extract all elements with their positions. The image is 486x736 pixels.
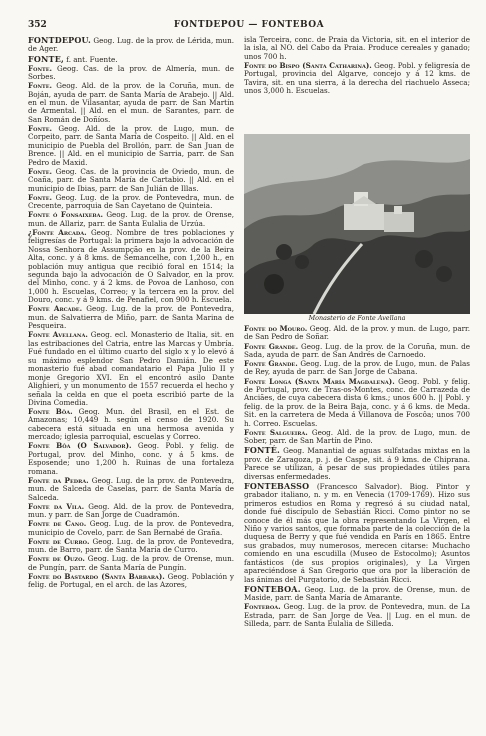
dictionary-entry bbox=[28, 82, 234, 124]
entry-definition: (Francesco Salvador). Biog. Pintor y grabador italiano, n. y m. en Venecia (1709-1769). Hizo sus primeros estudios en Roma y regresó á su ciudad natal, donde fué discípulo de Sebastián Ricci. Como pintor no se conoce de él más que la obra representando La Virgen, el Niño y varios santos, que formaba parte de la colección de la duquesa de Berry y que fué vendida en París en 1865. Entre sus grabados, muy numerosos, merecen citarse: Muchacho comiendo en una escudilla (Museo de Estocolmo); Asuntos fantásticos (de sus propios originales), y La Virgen apareciéndose á San Gregorio que ora por la liberación de las ánimas del Purgatorio, de Sebastián Ricci. bbox=[244, 481, 470, 584]
dictionary-entry bbox=[28, 65, 234, 82]
dictionary-entry bbox=[244, 343, 470, 360]
entry-definition: Geog. Lug. de la prov. de Pontevedra, municipio de Covelo, parr. de San Bernabé de Graña. bbox=[28, 519, 234, 537]
entry-definition: Geog. Pobl. y felig. de Portugal, prov. del Minho, conc. y á 5 kms. de Esposende; uno 1,200 h. Ruinas de una fortaleza romana. bbox=[28, 441, 234, 476]
page-running-title: FONTDEPOU — FONTEBOA bbox=[173, 20, 325, 30]
entry-headword: Fonte do Mouro. bbox=[244, 324, 308, 333]
entry-definition: Geog. Lug. de la prov. de Pontevedra, mun. de La Estrada, parr. de San Jorge de Vea. || Lug. en el mun. de Silleda, parr. de Santa Eulalia de Silleda. bbox=[244, 602, 470, 629]
entry-headword: ¿Fonte Arcada. bbox=[28, 227, 87, 237]
right-column-bottom bbox=[244, 325, 470, 629]
entry-headword: Fonte. bbox=[28, 192, 53, 202]
entry-definition: Geog. Lug. de la prov. de Orense, mun. de Pungín, parr. de Santa María de Pungín. bbox=[28, 554, 235, 572]
entry-definition: Geog. Lug. de la prov. de Orense, mun. de Maside, parr. de Santa María de Amarante. bbox=[244, 584, 470, 603]
entry-definition: Geog. Ald. de la prov. y mun. de Lugo, parr. de San Pedro de Soñar. bbox=[244, 324, 470, 342]
entry-headword: Fonte de Curro. bbox=[28, 536, 90, 546]
entry-definition: Geog. Pobl. y felig. de Portugal, prov. de Tras-os-Montes, conc. de Carrazeda de Anciães, de cuya cabecera dista 6 kms.; unos 600 h. || Pobl. y felig. de la prov. de la Beira Baja, conc. y á 6 kms. de Meda. Sit. en la carretera de Meda á Villanova de Foscôa; unos 700 h. Correo. Escuelas. bbox=[244, 376, 470, 428]
figure-caption: Monasterio de Fonte Avellana bbox=[308, 314, 406, 322]
dictionary-entry bbox=[244, 429, 470, 446]
entry-definition: Geog. Cas. de la provincia de Oviedo, mun. de Coaña, parr. de Santa María de Cartabio. || Ald. en el municipio de Ibias, parr. de San Julián de Illas. bbox=[28, 166, 234, 193]
monastery-photo-illustration bbox=[244, 134, 470, 314]
dictionary-entry bbox=[28, 229, 234, 305]
entry-headword: FONTEBOA. bbox=[244, 583, 301, 594]
entry-headword: Fonte. bbox=[28, 81, 53, 91]
entry-definition: Geog. Manantial de aguas sulfatadas mixtas en la prov. de Zaragoza, p. j. de Caspe, sit. á 9 kms. de Chiprana. Parece se utilizan, á pesar de sus propiedades útiles para diversas enfermedades. bbox=[244, 446, 470, 481]
dictionary-entry bbox=[244, 36, 470, 61]
entry-definition: Geog. Ald. de la prov. de Pontevedra, mun. y parr. de San Jorge de Cuadramón. bbox=[28, 501, 235, 520]
right-column-top bbox=[244, 36, 470, 96]
dictionary-entry bbox=[28, 36, 234, 54]
dictionary-entry bbox=[28, 331, 234, 407]
entry-definition: Geog. Lug. de la prov. de Pontevedra, mun. de Crecente, parroquia de San Cayetano de Quinteia. bbox=[28, 192, 234, 211]
dictionary-entry bbox=[244, 378, 470, 429]
dictionary-entry bbox=[28, 211, 234, 228]
dictionary-entry bbox=[28, 194, 234, 211]
entry-headword: Fonte. bbox=[28, 123, 53, 133]
entry-definition: Geog. Lug. de la prov. de Lugo, mun. de Palas de Rey, ayuda de parr. de San Jorge de Cabana. bbox=[244, 359, 470, 377]
dictionary-entry bbox=[244, 325, 470, 342]
entry-headword: Fonte. bbox=[28, 63, 53, 73]
page-number: 352 bbox=[28, 20, 47, 30]
entry-definition: Geog. Nombre de tres poblaciones y feligresías de Portugal: la primera bajo la advocación de Nossa Senhora de Assumpção en la prov. de la Beira Alta, conc. y á 8 kms. de Semancelhe, con 1,200 h., en población muy antigua que recibió foral en 1514; la segunda bajo la advocación de O Salvador, en la prov. del Minho, conc. y á 2 kms. de Povoa de Lanhoso, con 1,000 h. Escuelas, Correo; y la tercera en la prov. del Douro, conc. y á 9 kms. de Penafiel, con 900 h. Escuela. bbox=[28, 227, 234, 305]
entry-headword: Fonte da Vila. bbox=[28, 501, 85, 511]
entry-headword: Fonte. bbox=[28, 166, 53, 176]
entry-definition: Geog. ecl. Monasterio de Italia, sit. en las estribaciones del Catria, entre las Marcas y Umbría. Fué fundado en el último cuarto del siglo x y lo elevó á su máximo esplendor San Pedro Damián. De este monasterio fué abad comandatario el Papa Julio II y monje Gregorio XVI. En el encontró asilo Dante Alighieri, y un monumento de 1557 recuerda el hecho y señala la celda en que el poeta escribió parte de la Divina Comedia. bbox=[28, 330, 234, 407]
entry-definition: Geog. Ald. de la prov. de Lugo, mun. de Sober, parr. de San Martín de Pino. bbox=[244, 427, 471, 446]
entry-definition: f. ant. Fuente. bbox=[64, 54, 118, 64]
entry-headword: Fonte da Pedra. bbox=[28, 475, 89, 485]
entry-headword: FONTDEPOU. bbox=[28, 35, 91, 45]
entry-headword: Fonte Avellana. bbox=[28, 330, 88, 340]
entry-headword: Fonte ó Fonsaixeba. bbox=[28, 210, 104, 220]
entry-headword: Fonte do Bastardo (Santa Bárbara). bbox=[28, 571, 165, 581]
entry-definition: Geog. Población y felig. de Portugal, en el arch. de las Azores, bbox=[28, 571, 234, 590]
entry-headword: Fonteboa. bbox=[244, 602, 281, 612]
entry-definition: Geog. Lug. de la prov. de Orense, mun. de Allariz, parr. de Santa Eulalia de Urzúa. bbox=[28, 210, 234, 228]
dictionary-entry bbox=[28, 477, 234, 502]
page-header bbox=[28, 20, 470, 34]
entry-headword: FONTÉ. bbox=[244, 445, 280, 456]
entry-headword: Fonte Bôa. bbox=[28, 407, 73, 417]
entry-definition: Geog. Pobl. y feligresía de Portugal, provincia del Algarve, concejo y á 12 kms. de Tavira, sit. en una sierra, á la derecha del riachuelo Asseca; unos 3,000 h. Escuelas. bbox=[244, 60, 470, 96]
dictionary-entry bbox=[28, 305, 234, 330]
dictionary-entry bbox=[28, 125, 234, 167]
dictionary-entry bbox=[28, 503, 234, 520]
entry-headword: FONTEBASSO bbox=[244, 480, 310, 491]
dictionary-entry bbox=[28, 538, 234, 555]
dictionary-entry bbox=[28, 442, 234, 476]
entry-headword: Fonte de Cano. bbox=[28, 519, 87, 529]
entry-definition: Geog. Lug. de la prov. de Pontevedra, mun. de Salvatierra de Miño, parr. de Santa Marina de Pesqueira. bbox=[28, 304, 234, 331]
dictionary-entry bbox=[28, 168, 234, 193]
dictionary-entry bbox=[244, 482, 470, 584]
entry-definition: Geog. Ald. de la prov. de la Coruña, mun. de Boján, ayuda de parr. de Santa María de Arabejo. || Ald. en el mun. de Vilasantar, ayuda de parr. de San Martín de Armental. || Ald. en el mun. de Sarantes, parr. de San Román de Doñíos. bbox=[28, 81, 234, 124]
entry-headword: Fonte Grande. bbox=[244, 359, 298, 368]
left-column bbox=[28, 36, 234, 590]
dictionary-entry bbox=[28, 55, 234, 64]
dictionary-entry bbox=[28, 408, 234, 442]
entry-headword: Fonte Grande. bbox=[244, 341, 299, 351]
entry-headword: Fonte do Bispo (Santa Catharina). bbox=[244, 60, 372, 70]
entry-definition: Geog. Lug. de la prov. de Pontevedra, mun. de Barro, parr. de Santa María de Curro. bbox=[28, 536, 234, 555]
entry-definition: Geog. Lug. de la prov. de Pontevedra, mun. de Salceda de Caselas, parr. de Santa María de Salceda. bbox=[28, 475, 235, 502]
dictionary-entry bbox=[28, 555, 234, 572]
dictionary-entry bbox=[244, 603, 470, 628]
dictionary-entry bbox=[244, 62, 470, 96]
entry-definition: Geog. Mun. del Brasil, en el Est. de Amazonas; 10,449 h. según el censo de 1920. Su cabecera está situada en una hermosa avenida y mercado; iglesia parroquial, escuelas y Correo. bbox=[28, 407, 234, 442]
entry-definition: Geog. Lug. de la prov. de la Coruña, mun. de Sada, ayuda de parr. de San Andrés de Carnoedo. bbox=[244, 341, 470, 359]
entry-headword: FONTE, bbox=[28, 53, 64, 64]
entry-headword: Fonte Arcade. bbox=[28, 304, 83, 314]
entry-definition: isla Terceira, conc. de Praia da Victoria, sit. en el interior de la isla, al NO. del Cabo da Praia. Produce cereales y ganado; unos 700 h. bbox=[244, 35, 470, 61]
monastery-photo bbox=[244, 134, 470, 314]
dictionary-entry bbox=[244, 446, 470, 481]
entry-definition: Geog. Ald. de la prov. de Lugo, mun. de Corpeito, parr. de Santa María de Cospeito. || Ald. en el municipio de Puebla del Brollón, parr. de San Juan de Brence. || Ald. en el municipio de Sarria, parr. de San Pedro de Maxid. bbox=[28, 123, 234, 167]
dictionary-entry bbox=[28, 520, 234, 537]
dictionary-entry bbox=[244, 360, 470, 377]
entry-headword: Fonte Longa (Santa María Magdalena). bbox=[244, 376, 395, 386]
dictionary-entry bbox=[28, 573, 234, 590]
dictionary-entry bbox=[244, 585, 470, 603]
entry-headword: Fonte Bôa (O Salvador). bbox=[28, 441, 132, 451]
entry-headword: Fonte Salgueira. bbox=[244, 427, 308, 437]
entry-headword: Fonte de Ouzo. bbox=[28, 554, 85, 564]
entry-definition: Geog. Cas. de la prov. de Almería, mun. de Sorbes. bbox=[28, 63, 234, 81]
entry-definition: Geog. Lug. de la prov. de Lérida, mun. de Ager. bbox=[28, 36, 234, 54]
